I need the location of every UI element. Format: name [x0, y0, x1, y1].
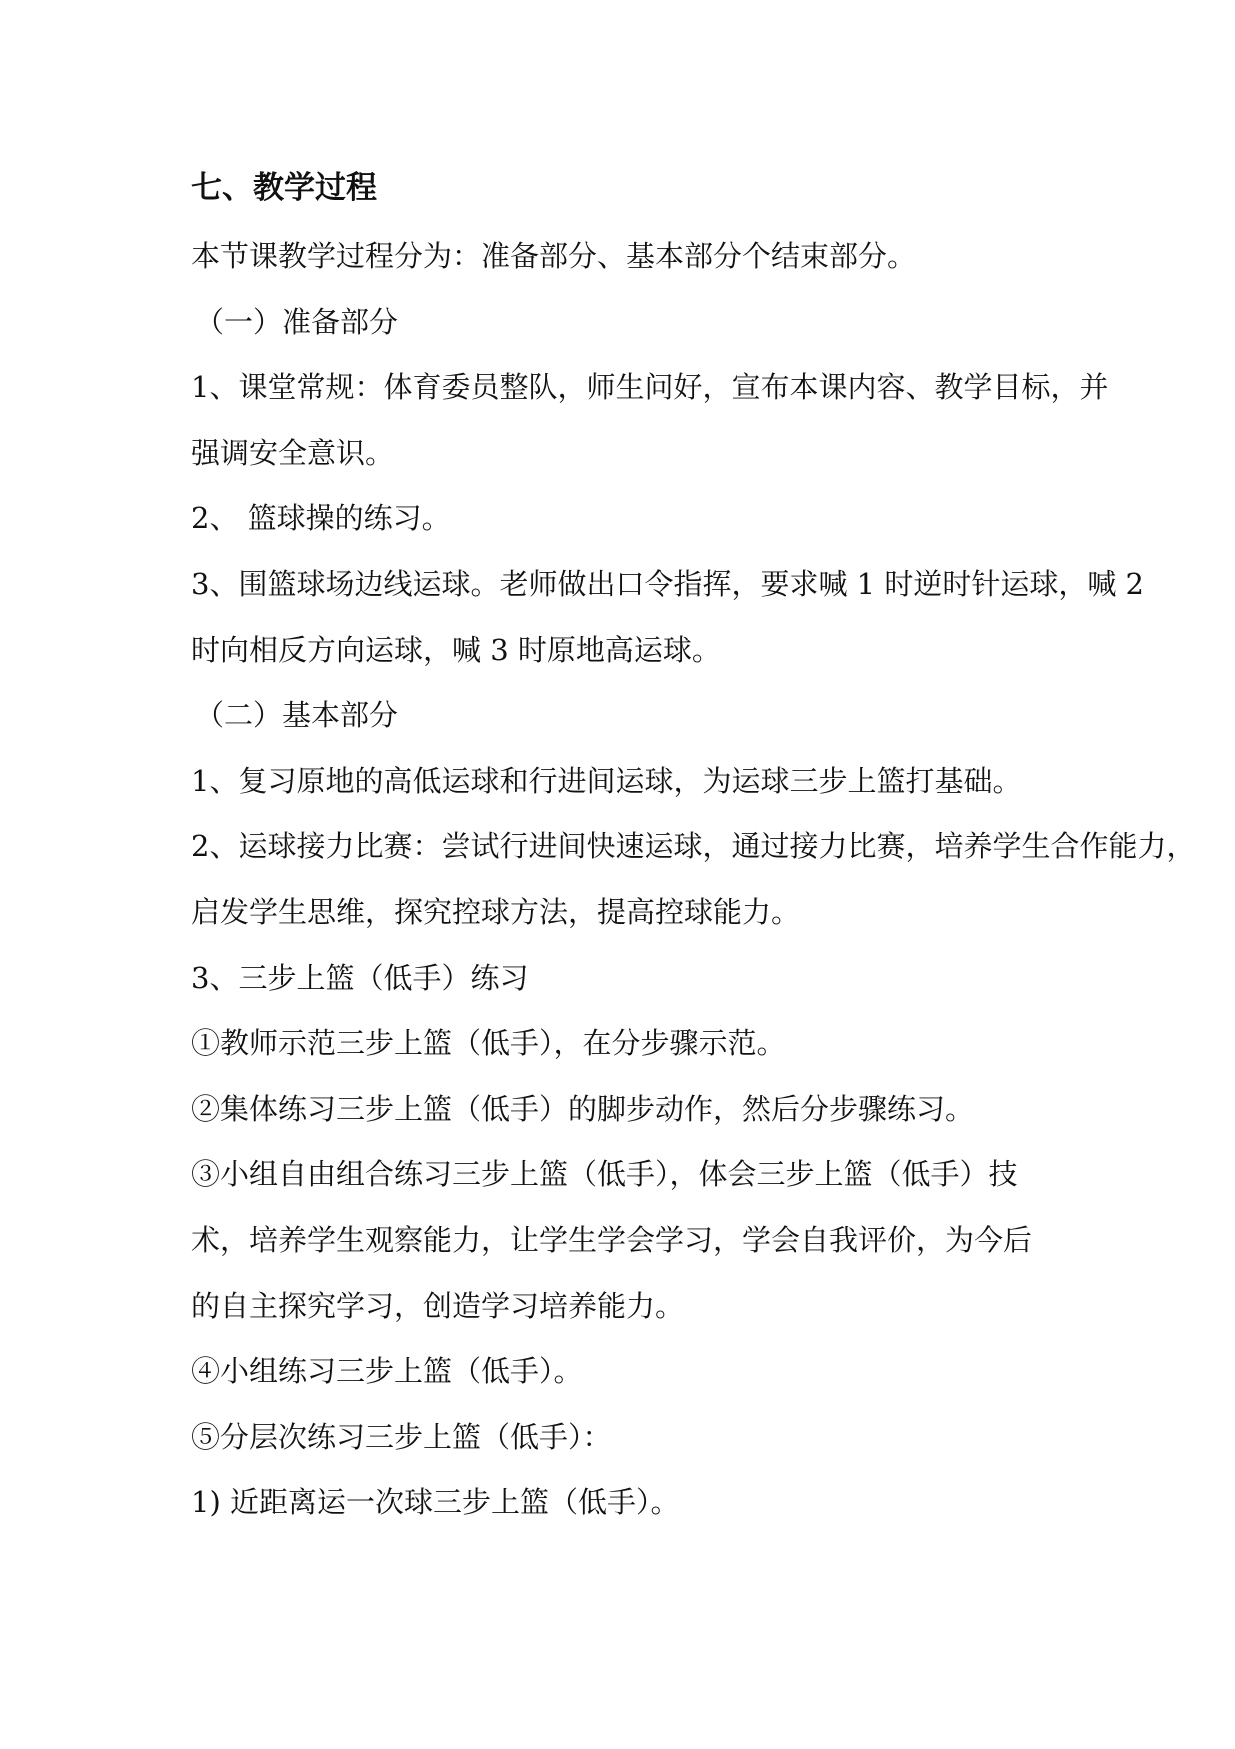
section2-title: （二）基本部分	[195, 698, 399, 733]
section-heading: 七、教学过程	[191, 170, 377, 206]
section1-title: （一）准备部分	[195, 304, 399, 339]
document-body	[191, 160, 1196, 1536]
sub-item-1: 1) 近距离运一次球三步上篮（低手）。	[191, 1485, 680, 1520]
intro-paragraph: 本节课教学过程分为：准备部分、基本部分个结束部分。	[191, 239, 917, 273]
section2-item1: 1、复习原地的高低运球和行进间运球，为运球三步上篮打基础。	[191, 763, 1022, 798]
section1-item1-line2: 强调安全意识。	[191, 435, 395, 470]
section1-item3-line2: 时向相反方向运球，喊 3 时原地高运球。	[191, 632, 721, 667]
step-2: ②集体练习三步上篮（低手）的脚步动作，然后分步骤练习。	[191, 1091, 975, 1126]
step-4: ④小组练习三步上篮（低手）。	[191, 1354, 583, 1389]
section1-item2: 2、 篮球操的练习。	[191, 501, 451, 536]
step-5: ⑤分层次练习三步上篮（低手）：	[191, 1419, 612, 1454]
step-3-line2: 术，培养学生观察能力，让学生学会学习，学会自我评价，为今后	[191, 1222, 1033, 1257]
step-3-line3: 的自主探究学习，创造学习培养能力。	[191, 1288, 685, 1323]
section2-item3: 3、三步上篮（低手）练习	[191, 960, 529, 995]
step-1: ①教师示范三步上篮（低手），在分步骤示范。	[191, 1026, 786, 1061]
section2-item2-line1: 2、运球接力比赛：尝试行进间快速运球，通过接力比赛，培养学生合作能力，	[191, 829, 1196, 864]
section1-item1-line1: 1、课堂常规：体育委员整队，师生问好，宣布本课内容、教学目标，并	[191, 370, 1109, 405]
section1-item3-line1: 3、围篮球场边线运球。老师做出口令指挥，要求喊 1 时逆时针运球，喊 2	[191, 566, 1145, 601]
section2-item2-line2: 启发学生思维，探究控球方法，提高控球能力。	[191, 894, 801, 929]
step-3-line1: ③小组自由组合练习三步上篮（低手），体会三步上篮（低手）技	[191, 1157, 1018, 1192]
